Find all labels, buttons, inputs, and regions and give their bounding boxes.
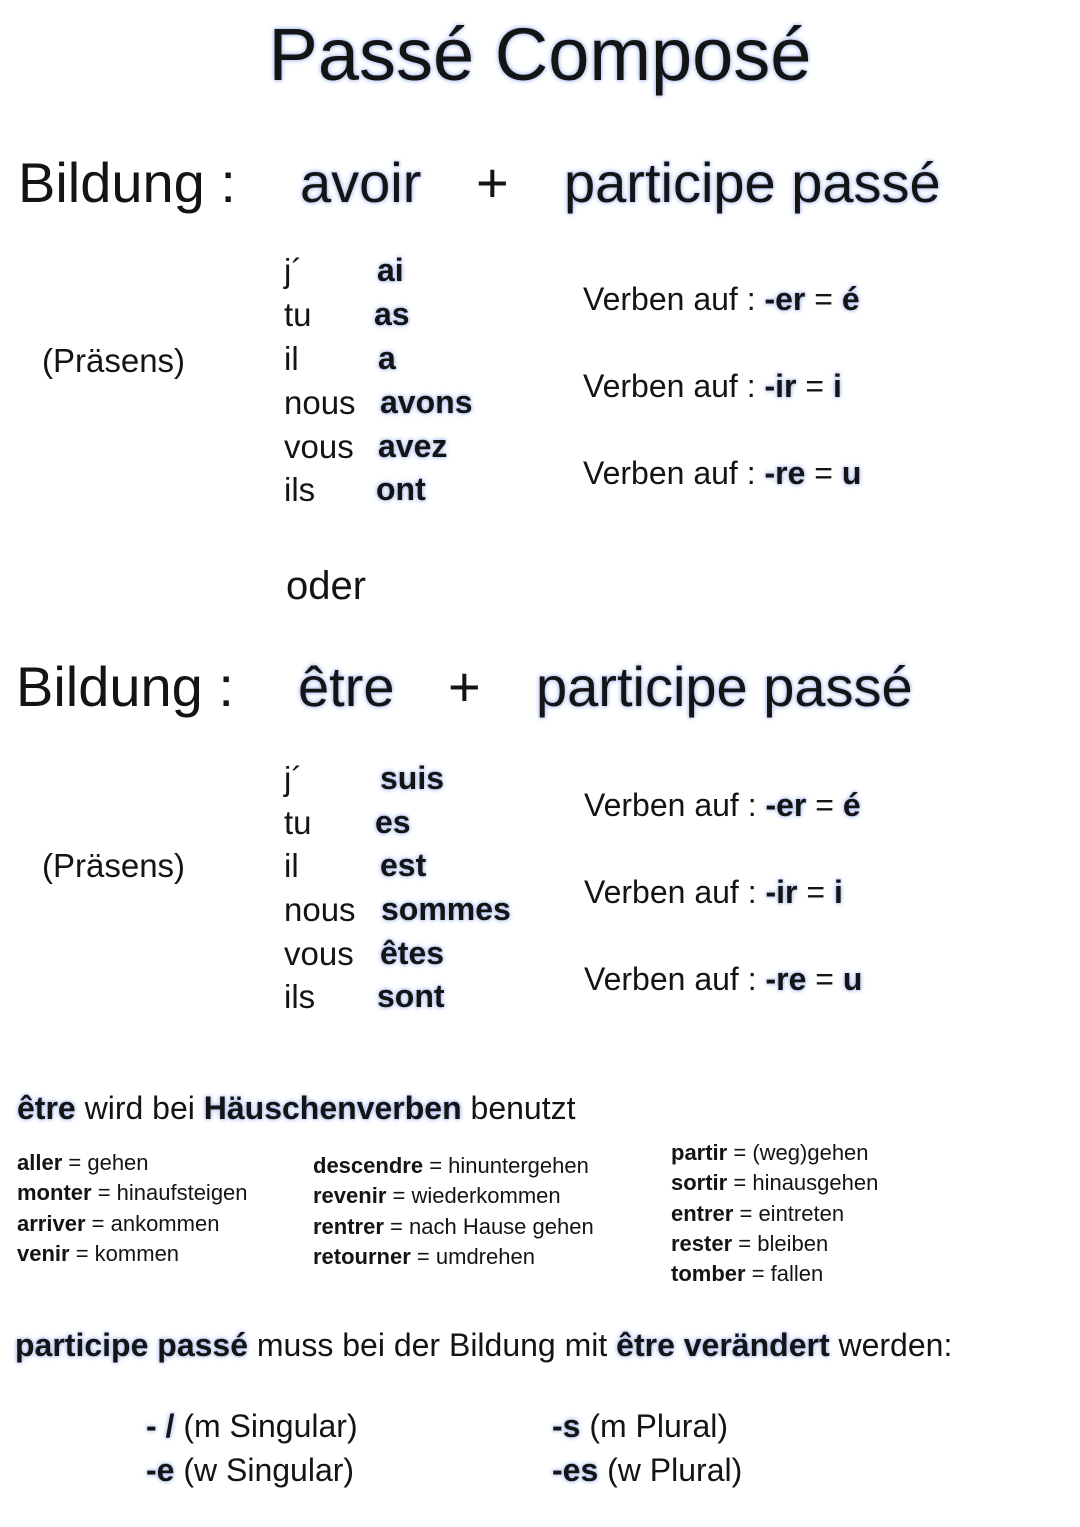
vocab-fr: entrer (671, 1200, 734, 1226)
rule-ending: -re (765, 961, 807, 997)
rule-equals: = (814, 455, 833, 491)
ending-item (552, 1404, 742, 1448)
ending-desc: (w Plural) (607, 1452, 743, 1488)
bildung-label-etre: Bildung : (16, 655, 234, 718)
etre-veraendert-word: être verändert (616, 1327, 830, 1363)
endings-singular (146, 1404, 358, 1492)
rule-prefix: Verben auf : (583, 455, 756, 491)
ending-item (552, 1448, 742, 1492)
vocab-de: = hinausgehen (733, 1170, 879, 1196)
rule-ending: -er (764, 281, 806, 317)
verb-form: ont (376, 471, 426, 507)
pronoun: j´ (284, 252, 303, 289)
vocab-de: = eintreten (739, 1200, 845, 1226)
aux-avoir: avoir (300, 151, 422, 214)
vocab-fr: tomber (671, 1261, 746, 1287)
ending-suffix: -es (552, 1452, 599, 1488)
vocab-de: = hinaufsteigen (97, 1180, 248, 1206)
vocab-item (17, 1209, 248, 1239)
vocab-de: = kommen (75, 1240, 180, 1266)
vocab-fr: revenir (313, 1183, 387, 1209)
rule-re (583, 455, 861, 492)
rule-er (584, 787, 861, 824)
rule-ir (584, 874, 843, 911)
rule-result: i (833, 874, 843, 910)
vocab-de: = hinuntergehen (429, 1153, 589, 1178)
vocab-de: = ankommen (91, 1210, 220, 1236)
plus-avoir: + (476, 151, 509, 214)
vocab-column-2 (313, 1151, 594, 1272)
pronoun: vous (284, 428, 354, 465)
endings-plural (552, 1404, 742, 1492)
rule-prefix: Verben auf : (584, 787, 757, 823)
vocab-de: = (weg)gehen (733, 1140, 869, 1165)
rule-prefix: Verben auf : (583, 368, 756, 404)
pronoun: il (284, 847, 299, 884)
rule-er (583, 281, 860, 318)
vocab-column-3 (671, 1138, 878, 1289)
vocab-fr: venir (17, 1240, 70, 1266)
ending-desc: (m Singular) (183, 1408, 358, 1444)
ending-item (146, 1404, 358, 1448)
vocab-fr: monter (17, 1180, 92, 1206)
verb-form: a (378, 340, 396, 376)
pronoun: ils (284, 471, 316, 508)
pronoun: ils (284, 978, 316, 1015)
vocab-fr: rentrer (313, 1213, 384, 1239)
rule-equals: = (815, 787, 834, 823)
vocab-item (17, 1148, 248, 1178)
ending-item (146, 1448, 358, 1492)
pronoun: vous (284, 935, 354, 972)
vocab-fr: rester (671, 1230, 733, 1256)
haeuschenverben-word: Häuschenverben (203, 1090, 462, 1126)
ending-desc: (w Singular) (183, 1452, 355, 1488)
pronoun: nous (284, 384, 356, 421)
vocab-item (17, 1239, 248, 1269)
vocab-de: = fallen (751, 1261, 824, 1287)
rule-result: u (841, 455, 862, 491)
pp-heading-etre: participe passé (536, 655, 913, 718)
verb-form: suis (380, 760, 445, 796)
rule-equals: = (814, 281, 833, 317)
pronoun: tu (284, 804, 312, 841)
agreement-text: muss bei der Bildung mit (256, 1327, 608, 1363)
rule-equals: = (806, 874, 826, 910)
vocab-item (671, 1199, 878, 1229)
rule-prefix: Verben auf : (583, 281, 756, 317)
vocab-item (17, 1178, 248, 1208)
verb-form: as (374, 296, 410, 332)
pronoun: tu (284, 296, 312, 333)
tense-label-avoir: (Präsens) (42, 342, 186, 379)
pronoun: nous (284, 891, 356, 928)
oder-label: oder (286, 564, 367, 608)
verb-form: avez (378, 428, 448, 464)
verb-form: avons (380, 384, 473, 420)
agreement-text: werden: (838, 1327, 953, 1363)
vocab-de: = gehen (68, 1150, 149, 1175)
vocab-item (671, 1138, 878, 1168)
vocab-item (313, 1151, 594, 1181)
vocab-item (313, 1242, 594, 1272)
vocab-fr: retourner (313, 1243, 411, 1269)
pp-word: participe passé (15, 1327, 248, 1363)
verb-form: sommes (381, 891, 511, 927)
etre-word: être (17, 1090, 76, 1126)
vocab-fr: partir (671, 1140, 728, 1165)
rule-result: u (842, 961, 863, 997)
ending-suffix: -s (552, 1408, 581, 1444)
aux-etre: être (298, 655, 395, 718)
pronoun: il (284, 340, 299, 377)
pronoun: j´ (284, 760, 303, 797)
verb-form: est (380, 847, 427, 883)
vocab-de: = nach Hause gehen (390, 1213, 594, 1239)
vocab-item (671, 1168, 878, 1198)
usage-text: wird bei (84, 1090, 195, 1126)
pp-heading-avoir: participe passé (564, 151, 941, 214)
rule-ending: -ir (765, 874, 798, 910)
vocab-item (313, 1181, 594, 1211)
vocab-column-1 (17, 1148, 248, 1269)
rule-ir (583, 368, 842, 405)
agreement-line (15, 1327, 952, 1364)
rule-equals: = (815, 961, 834, 997)
rule-result: é (842, 787, 861, 823)
verb-form: êtes (380, 935, 445, 971)
vocab-fr: aller (17, 1150, 63, 1175)
etre-usage-line (17, 1090, 575, 1127)
ending-suffix: -e (146, 1452, 175, 1488)
rule-prefix: Verben auf : (584, 874, 757, 910)
rule-prefix: Verben auf : (584, 961, 757, 997)
ending-suffix: - / (146, 1408, 175, 1444)
vocab-item (671, 1259, 878, 1289)
rule-result: é (841, 281, 860, 317)
ending-desc: (m Plural) (589, 1408, 729, 1444)
vocab-fr: arriver (17, 1210, 86, 1236)
rule-ending: -er (765, 787, 807, 823)
vocab-fr: sortir (671, 1170, 728, 1196)
vocab-de: = bleiben (738, 1230, 829, 1256)
rule-result: i (832, 368, 842, 404)
rule-equals: = (805, 368, 825, 404)
vocab-de: = umdrehen (416, 1243, 535, 1269)
verb-form: ai (377, 252, 404, 288)
rule-re (584, 961, 862, 998)
vocab-item (313, 1212, 594, 1242)
tense-label-etre: (Präsens) (42, 847, 186, 884)
verb-form: sont (377, 978, 445, 1014)
vocab-fr: descendre (313, 1153, 424, 1178)
usage-text: benutzt (470, 1090, 576, 1126)
vocab-de: = wiederkommen (392, 1183, 561, 1209)
vocab-item (671, 1229, 878, 1259)
rule-ending: -ir (764, 368, 797, 404)
rule-ending: -re (764, 455, 806, 491)
plus-etre: + (448, 655, 481, 718)
verb-form: es (375, 804, 411, 840)
bildung-label-avoir: Bildung : (18, 151, 236, 214)
page-title: Passé Composé (268, 13, 812, 96)
